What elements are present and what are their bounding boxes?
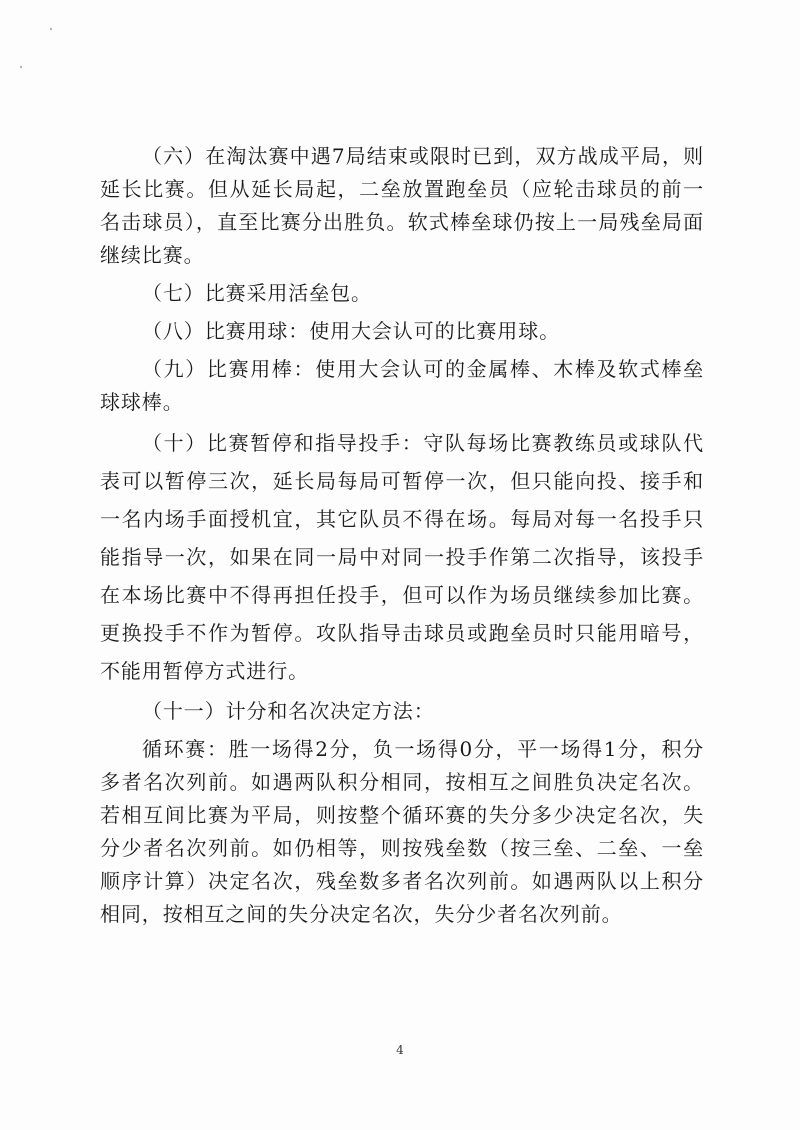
paragraph-round-robin-scoring: 循环赛：胜一场得2分，负一场得0分，平一场得1分，积分多者名次列前。如遇两队积分相同，按相互之间胜负决定名次。若相互间比赛为平局，则按整个循环赛的失分多少决定名次，失分少者名次列前。如仍相等，则按残垒数（按三垒、二垒、一垒顺序计算）决定名次，残垒数多者名次列前。如遇两队以上积分相同，按相互之间的失分决定名次，失分少者名次列前。	[100, 737, 704, 926]
paragraph-seven-loose-bases: （七）比赛采用活垒包。	[142, 281, 372, 305]
page-number: 4	[396, 1043, 404, 1057]
scan-speck	[50, 28, 52, 30]
paragraph-six-extra-innings: （六）在淘汰赛中遇7局结束或限时已到，双方战成平局，则延长比赛。但从延长局起，二垒放置跑垒员（应轮击球员的前一名击球员），直至比赛分出胜负。软式棒垒球仍按上一局残垒局面继续比赛。	[100, 144, 704, 267]
paragraph-ten-timeouts: （十）比赛暂停和指导投手：守队每场比赛教练员或球队代表可以暂停三次，延长局每局可暂停一次，但只能向投、接手和一名内场手面授机宜，其它队员不得在场。每局对每一名投手只能指导一次，如果在同一局中对同一投手作第二次指导，该投手在本场比赛中不得再担任投手，但可以作为场员继续参加比赛。更换投手不作为暂停。攻队指导击球员或跑垒员时只能用暗号，不能用暂停方式进行。	[100, 431, 704, 683]
paragraph-eleven-heading: （十一）计分和名次决定方法：	[142, 699, 435, 723]
scan-speck	[20, 66, 22, 68]
paragraph-nine-game-bat: （九）比赛用棒：使用大会认可的金属棒、木棒及软式棒垒球球棒。	[100, 357, 704, 414]
document-body	[100, 140, 704, 931]
paragraph-eight-game-ball: （八）比赛用球：使用大会认可的比赛用球。	[142, 319, 560, 343]
